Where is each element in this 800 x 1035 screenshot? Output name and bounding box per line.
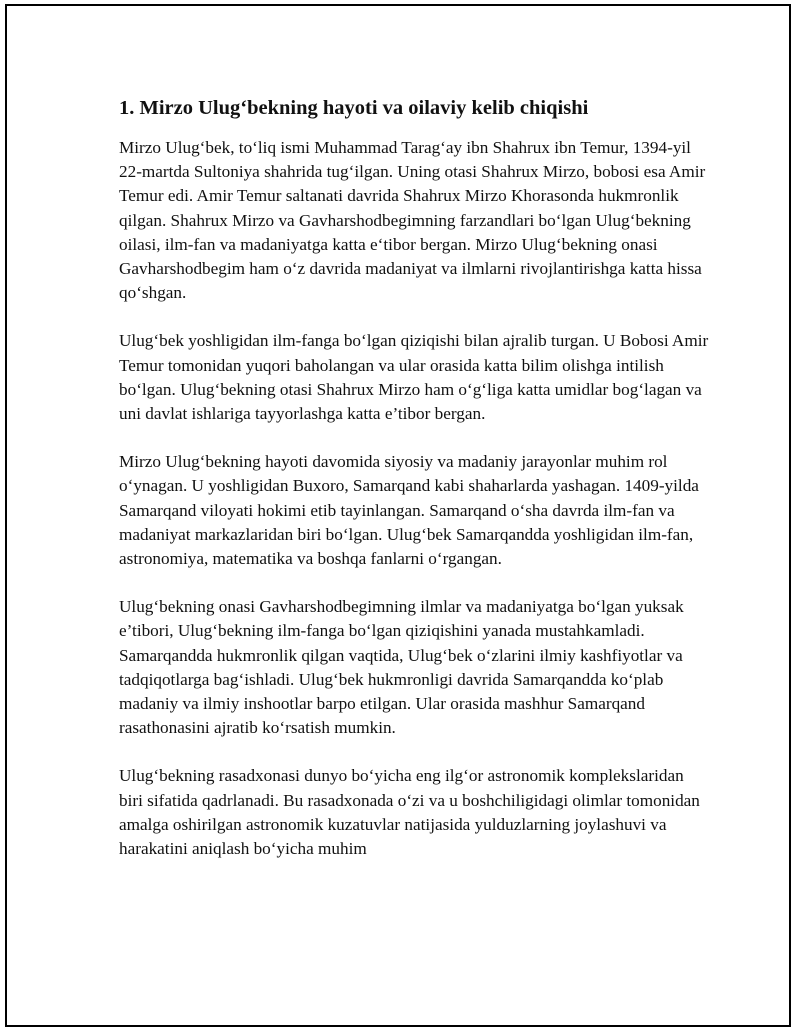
paragraph: Mirzo Ulug‘bekning hayoti davomida siyosiy va madaniy jarayonlar muhim rol o‘ynagan. U yoshligidan Buxoro, Samarqand kabi shaharlarda yashagan. 1409-yilda Samarqand viloyati hokimi etib tayinlangan. Samarqand o‘sha davrda ilm-fan va madaniyat markazlaridan biri bo‘lgan. Ulug‘bek Samarqandda yoshligidan ilm-fan, astronomiya, matematika va boshqa fanlarni o‘rgangan. xyxy=(119,452,699,569)
section-heading: 1. Mirzo Ulug‘bekning hayoti va oilaviy kelib chiqishi xyxy=(119,97,589,119)
document-page xyxy=(5,4,791,1027)
paragraph: Ulug‘bek yoshligidan ilm-fanga bo‘lgan qiziqishi bilan ajralib turgan. U Bobosi Amir Temur tomonidan yuqori baholangan va ular orasida katta bilim olishga intilish bo‘lgan. Ulug‘bekning otasi Shahrux Mirzo ham o‘g‘liga katta umidlar bog‘lagan va uni davlat ishlariga tayyorlashga katta e’tibor bergan. xyxy=(119,331,709,424)
paragraph: Ulug‘bekning onasi Gavharshodbegimning ilmlar va madaniyatga bo‘lgan yuksak e’tibori, Ulug‘bekning ilm-fanga bo‘lgan qiziqishini yanada mustahkamladi. Samarqandda hukmronlik qilgan vaqtida, Ulug‘bek o‘zlarini ilmiy kashfiyotlar va tadqiqotlarga bag‘ishladi. Ulug‘bek hukmronligi davrida Samarqandda ko‘plab madaniy va ilmiy inshootlar barpo etilgan. Ular orasida mashhur Samarqand rasathonasini ajratib ko‘rsatish mumkin. xyxy=(119,597,684,738)
paragraph: Ulug‘bekning rasadxonasi dunyo bo‘yicha eng ilg‘or astronomik komplekslaridan biri sifatida qadrlanadi. Bu rasadxonada o‘zi va u boshchiligidagi olimlar tomonidan amalga oshirilgan astronomik kuzatuvlar natijasida yulduzlarning joylashuvi va harakatini aniqlash bo‘yicha muhim xyxy=(119,766,700,859)
document-body xyxy=(119,94,709,885)
paragraph: Mirzo Ulug‘bek, to‘liq ismi Muhammad Tarag‘ay ibn Shahrux ibn Temur, 1394-yil 22-martda Sultoniya shahrida tug‘ilgan. Uning otasi Shahrux Mirzo, bobosi esa Amir Temur edi. Amir Temur saltanati davrida Shahrux Mirzo Khorasonda hukmronlik qilgan. Shahrux Mirzo va Gavharshodbegimning farzandlari bo‘lgan Ulug‘bekning oilasi, ilm-fan va madaniyatga katta e‘tibor bergan. Mirzo Ulug‘bekning onasi Gavharshodbegim ham o‘z davrida madaniyat va ilmlarni rivojlantirishga katta hissa qo‘shgan. xyxy=(119,138,706,303)
